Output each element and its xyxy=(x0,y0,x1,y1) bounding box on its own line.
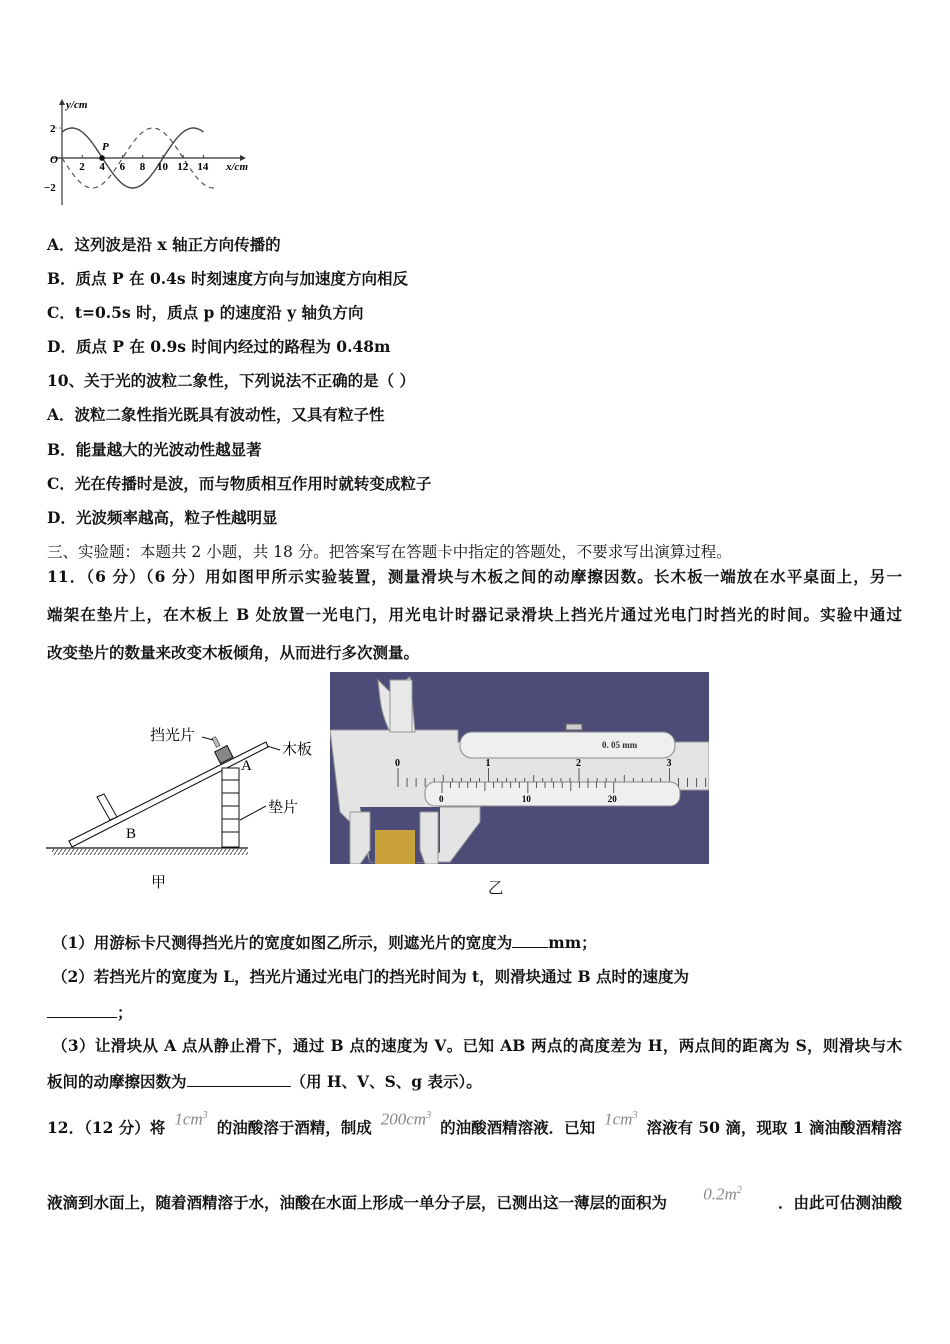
precision-label: 0. 05 mm xyxy=(602,740,638,750)
sub1-text: （1）用游标卡尺测得挡光片的宽度如图乙所示，则遮光片的宽度为 xyxy=(52,933,513,952)
wave-graph xyxy=(40,95,270,210)
q10-option-a xyxy=(47,405,385,425)
option-letter: B． xyxy=(47,269,76,288)
sub1-unit: mm； xyxy=(548,933,597,952)
q10-option-d xyxy=(47,508,277,528)
point-b-label: B xyxy=(126,826,137,842)
sub3-text: 板间的动摩擦因数为 xyxy=(47,1072,187,1091)
q12-text: 12．（12 分）将 xyxy=(47,1118,166,1137)
q11-sub-2-answer xyxy=(47,1003,133,1023)
pad-stack xyxy=(222,768,239,847)
option-letter: B． xyxy=(47,440,76,459)
option-letter: A． xyxy=(47,405,75,424)
q11-sub-3-line-2 xyxy=(47,1072,482,1092)
ground-hatch xyxy=(52,849,248,855)
sub2-end: ； xyxy=(117,1003,133,1022)
q9-option-b xyxy=(47,269,408,289)
x-tick-label: 2 xyxy=(79,161,85,173)
q9-option-d xyxy=(47,337,390,357)
math-1cm3: $1cm^3$ xyxy=(604,1109,638,1129)
photogate xyxy=(97,794,117,820)
point-p xyxy=(99,155,105,161)
label-shutter: 挡光片 xyxy=(150,728,196,744)
q9-option-a xyxy=(47,235,281,255)
option-text: 质点 P 在 0.4s 时刻速度方向与加速度方向相反 xyxy=(75,269,409,288)
main-scale-label: 0 xyxy=(395,758,400,769)
math-1cm3: $1cm^3$ xyxy=(174,1109,208,1129)
vernier-label: 0 xyxy=(439,794,444,804)
x-tick-label: 10 xyxy=(157,161,168,173)
y-tick: −2 xyxy=(44,182,56,194)
y-tick: 2 xyxy=(50,123,56,135)
q11-line-1: 11．（6 分）（6 分）用如图甲所示实验装置，测量滑块与木板之间的动摩擦因数。长木板一端放在水平桌面上，另一 xyxy=(47,567,902,586)
figure-caption-yi: 乙 xyxy=(488,879,504,897)
option-text: 波粒二象性指光既具有波动性，又具有粒子性 xyxy=(74,405,385,424)
vernier-label: 20 xyxy=(607,794,617,804)
q12-text: 溶液有 50 滴，现取 1 滴油酸酒精溶 xyxy=(646,1118,902,1137)
option-text: t=0.5s 时，质点 p 的速度沿 y 轴负方向 xyxy=(74,303,364,322)
q11-sub-3-line-1: （3）让滑块从 A 点从静止滑下，通过 B 点的速度为 V。已知 AB 两点的高度差为 H，两点间的距离为 S，则滑块与木 xyxy=(52,1036,902,1055)
option-text: 这列波是沿 x 轴正方向传播的 xyxy=(74,235,281,254)
section-3-heading: 三、实验题：本题共 2 小题，共 18 分。把答案写在答题卡中指定的答题处，不要求写出演算过程。 xyxy=(47,543,732,561)
origin-label: O xyxy=(50,154,58,166)
math-0.2m2: $0.2m^2$ xyxy=(703,1184,742,1204)
x-tick-label: 4 xyxy=(99,161,105,173)
point-a-label: A xyxy=(241,758,252,774)
q11-sub-2: （2）若挡光片的宽度为 L，挡光片通过光电门的挡光时间为 t，则滑块通过 B 点时的速度为 xyxy=(52,967,690,986)
x-tick-label: 6 xyxy=(119,161,126,173)
answer-blank-2[interactable] xyxy=(47,1003,117,1018)
x-tick-label: 8 xyxy=(139,161,146,173)
y-axis-label: y/cm xyxy=(66,99,88,111)
x-tick-label: 12 xyxy=(177,161,189,173)
answer-blank-3[interactable] xyxy=(187,1072,291,1087)
q12-text: 的油酸酒精溶液．已知 xyxy=(440,1118,596,1137)
option-letter: D． xyxy=(47,508,76,527)
x-tick-label: 14 xyxy=(197,161,209,173)
option-letter: A． xyxy=(47,235,75,254)
option-text: 质点 P 在 0.9s 时间内经过的路程为 0.48m xyxy=(75,337,391,356)
q12-text: 的油酸溶于酒精，制成 xyxy=(216,1118,372,1137)
option-text: 光在传播时是波，而与物质相互作用时就转变成粒子 xyxy=(74,474,432,493)
sub3-hint: （用 H、V、S、g 表示）。 xyxy=(290,1072,482,1091)
option-text: 能量越大的光波动性越显著 xyxy=(75,440,262,459)
option-letter: C． xyxy=(47,474,75,493)
x-axis-label: x/cm xyxy=(226,161,248,173)
answer-blank-1[interactable] xyxy=(512,933,548,948)
q9-option-c xyxy=(47,303,364,323)
q11-sub-1 xyxy=(52,933,597,953)
measured-object xyxy=(375,830,415,864)
q12-text: ．由此可估测油酸 xyxy=(777,1193,902,1212)
q10-option-b xyxy=(47,440,262,460)
vernier-scale xyxy=(425,782,680,806)
option-text: 光波频率越高，粒子性越明显 xyxy=(75,508,278,527)
figure-incline xyxy=(40,690,330,890)
q10-stem: 10、关于光的波粒二象性，下列说法不正确的是（ ） xyxy=(47,371,415,390)
q10-option-c xyxy=(47,474,431,494)
label-pad: 垫片 xyxy=(268,800,299,816)
math-200cm3: $200cm^3$ xyxy=(380,1109,432,1129)
option-letter: D． xyxy=(47,337,76,356)
figure-caption-jia: 甲 xyxy=(151,875,167,890)
q12-text: 液滴到水面上，随着酒精溶于水，油酸在水面上形成一单分子层，已测出这一薄层的面积为 xyxy=(47,1193,668,1212)
main-scale-label: 3 xyxy=(666,758,672,769)
label-board: 木板 xyxy=(282,742,313,758)
figure-vernier-caliper xyxy=(330,672,709,864)
q11-line-2: 端架在垫片上，在木板上 B 处放置一光电门，用光电计时器记录滑块上挡光片通过光电门时挡光的时间。实验中通过 xyxy=(47,605,902,624)
main-scale-label: 2 xyxy=(576,758,581,769)
vernier-label: 10 xyxy=(521,794,531,804)
q11-line-3: 改变垫片的数量来改变木板倾角，从而进行多次测量。 xyxy=(47,643,420,662)
point-p-label: P xyxy=(102,141,109,153)
depth-rod xyxy=(460,732,675,758)
q12-line-2 xyxy=(47,1184,902,1217)
main-scale-label: 1 xyxy=(485,758,491,769)
q12-line-1 xyxy=(47,1109,902,1142)
option-letter: C． xyxy=(47,303,75,322)
